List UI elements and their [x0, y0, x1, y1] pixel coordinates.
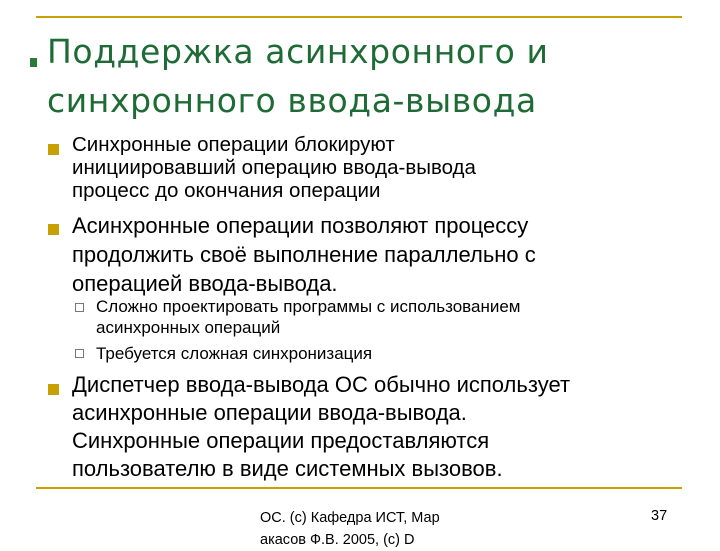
bullet-item — [72, 211, 536, 298]
bullet-line: Асинхронные операции позволяют процессу — [72, 213, 529, 238]
page-number: 37 — [651, 508, 668, 524]
bullet-line: операцией ввода-вывода. — [72, 271, 338, 296]
bullet-line: инициировавший операцию ввода-вывода — [72, 156, 476, 179]
footer-line-2: акасов Ф.В. 2005, (с) D — [260, 532, 415, 548]
sub-bullet-marker — [75, 349, 84, 358]
sub-bullet-line: Требуется сложная синхронизация — [96, 344, 373, 363]
sub-bullet-item — [96, 343, 372, 364]
sub-bullet-line: асинхронных операций — [96, 318, 281, 337]
bullet-item — [72, 371, 570, 483]
footer-line-1: ОС. (с) Кафедра ИСТ, Мар — [260, 510, 440, 526]
sub-bullet-marker — [75, 303, 84, 312]
bullet-marker — [48, 384, 59, 395]
bullet-marker — [48, 224, 59, 235]
title-line-2: синхронного ввода-вывода — [47, 81, 537, 120]
bullet-item — [72, 133, 476, 202]
bullet-line: продолжить своё выполнение параллельно с — [72, 242, 536, 267]
bullet-line: Синхронные операции блокируют — [72, 133, 395, 156]
bottom-divider — [36, 487, 682, 489]
bullet-line: процесс до окончания операции — [72, 179, 381, 202]
bullet-line: Синхронные операции предоставляются — [72, 428, 490, 453]
sub-bullet-line: Сложно проектировать программы с использованием — [96, 297, 521, 316]
bullet-marker — [48, 144, 59, 155]
title-line-1: Поддержка асинхронного и — [47, 32, 549, 71]
bullet-line: Диспетчер ввода-вывода ОС обычно использует — [72, 372, 571, 397]
bullet-line: пользователю в виде системных вызовов. — [72, 456, 503, 481]
bullet-line: асинхронные операции ввода-вывода. — [72, 400, 467, 425]
slide-footer — [260, 507, 440, 551]
sub-bullet-item — [96, 296, 520, 338]
